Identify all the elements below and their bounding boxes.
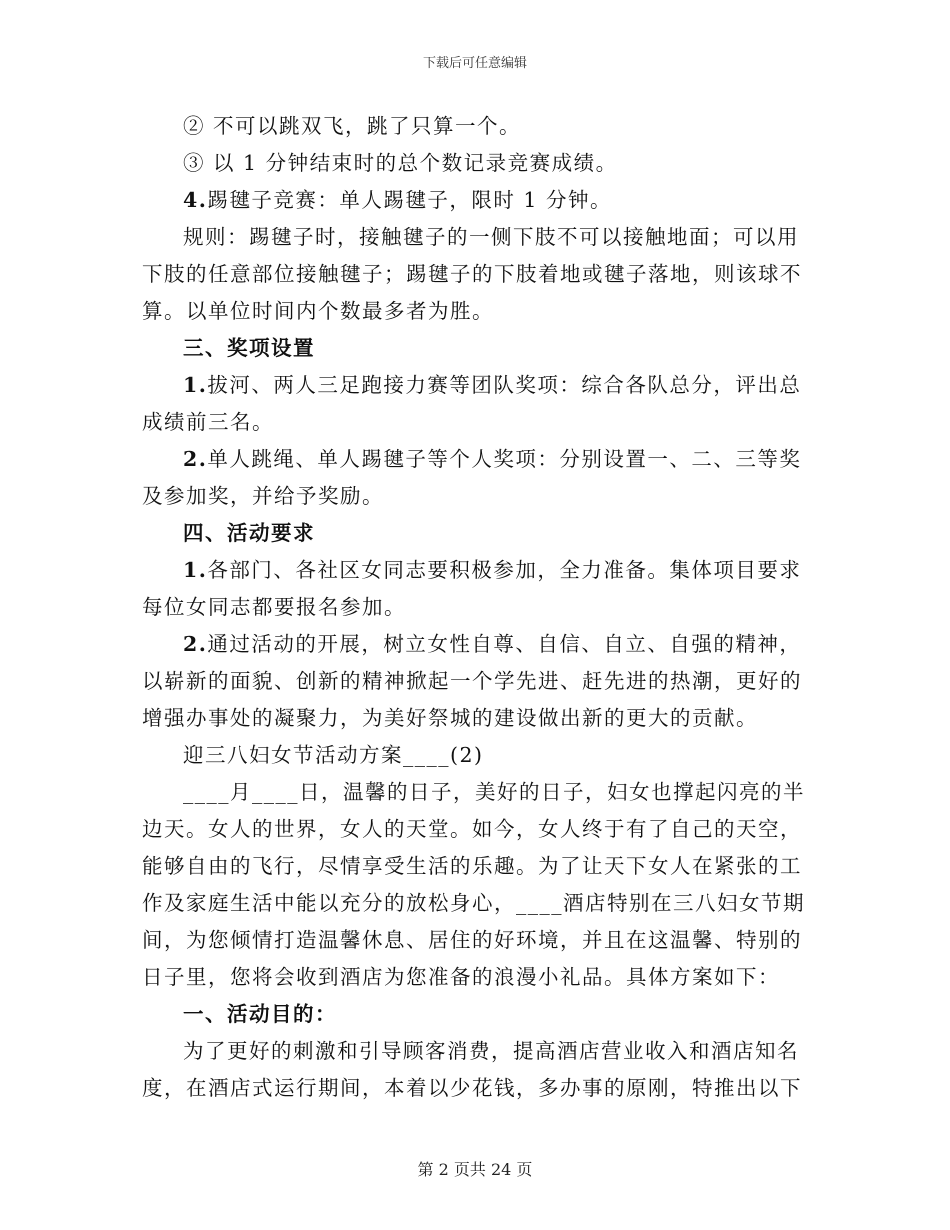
document-subtitle: 迎三八妇女节活动方案____(2): [183, 743, 484, 767]
paragraph: [142, 182, 807, 219]
item-number: 2.: [183, 447, 208, 471]
paragraph: [142, 367, 807, 441]
paragraph: 规则：踢毽子时，接触毽子的一侧下肢不可以接触地面；可以用下肢的任意部位接触毽子；踢毽子的下肢着地或毽子落地，则该球不算。以单位时间内个数最多者为胜。: [142, 225, 802, 323]
page-footer: 第 2 页共 24 页: [417, 1160, 533, 1179]
section-heading: 一、活动目的：: [183, 1002, 337, 1026]
paragraph-text: 各部门、各社区女同志要积极参加，全力准备。集体项目要求每位女同志都要报名参加。: [142, 558, 802, 619]
page-header: 下载后可任意编辑: [422, 56, 527, 71]
paragraph: ____月____日，温馨的日子，美好的日子，妇女也撑起闪亮的半边天。女人的世界，女人的天堂。如今，女人终于有了自己的天空，能够自由的飞行，尽情享受生活的乐趣。为了让天下女人在紧张的工作及家庭生活中能以充分的放松身心，____酒店特别在三八妇女节期间，为您倾情打造温馨休息、居住的好环境，并且在这温馨、特别的日子里，您将会收到酒店为您准备的浪漫小礼品。具体方案如下：: [142, 780, 805, 989]
section-heading: 四、活动要求: [183, 521, 315, 545]
paragraph-text: 通过活动的开展，树立女性自尊、自信、自立、自强的精神，以崭新的面貌、创新的精神掀起一个学先进、赶先进的热潮，更好的增强办事处的凝聚力，为美好祭城的建设做出新的更大的贡献。: [142, 632, 802, 730]
item-number: 4.: [183, 188, 208, 212]
paragraph: ③ 以 1 分钟结束时的总个数记录竞赛成绩。: [183, 151, 618, 175]
document-body: [142, 108, 807, 1107]
section-heading: 三、奖项设置: [183, 336, 315, 360]
paragraph: 为了更好的刺激和引导顾客消费，提高酒店营业收入和酒店知名度，在酒店式运行期间，本着以少花钱，多办事的原刚，特推出以下: [142, 1039, 802, 1100]
paragraph-text: 单人跳绳、单人踢毽子等个人奖项：分别设置一、二、三等奖及参加奖，并给予奖励。: [142, 447, 802, 508]
item-number: 1.: [183, 558, 208, 582]
item-number: 2.: [183, 632, 208, 656]
paragraph: [142, 626, 807, 737]
paragraph-text: 踢毽子竞赛：单人踢毽子，限时 1 分钟。: [207, 188, 612, 212]
paragraph: [142, 552, 807, 626]
item-number: 1.: [183, 373, 208, 397]
paragraph: [142, 441, 807, 515]
paragraph-text: 拔河、两人三足跑接力赛等团队奖项：综合各队总分，评出总成绩前三名。: [142, 373, 802, 434]
paragraph: ② 不可以跳双飞，跳了只算一个。: [183, 114, 522, 138]
